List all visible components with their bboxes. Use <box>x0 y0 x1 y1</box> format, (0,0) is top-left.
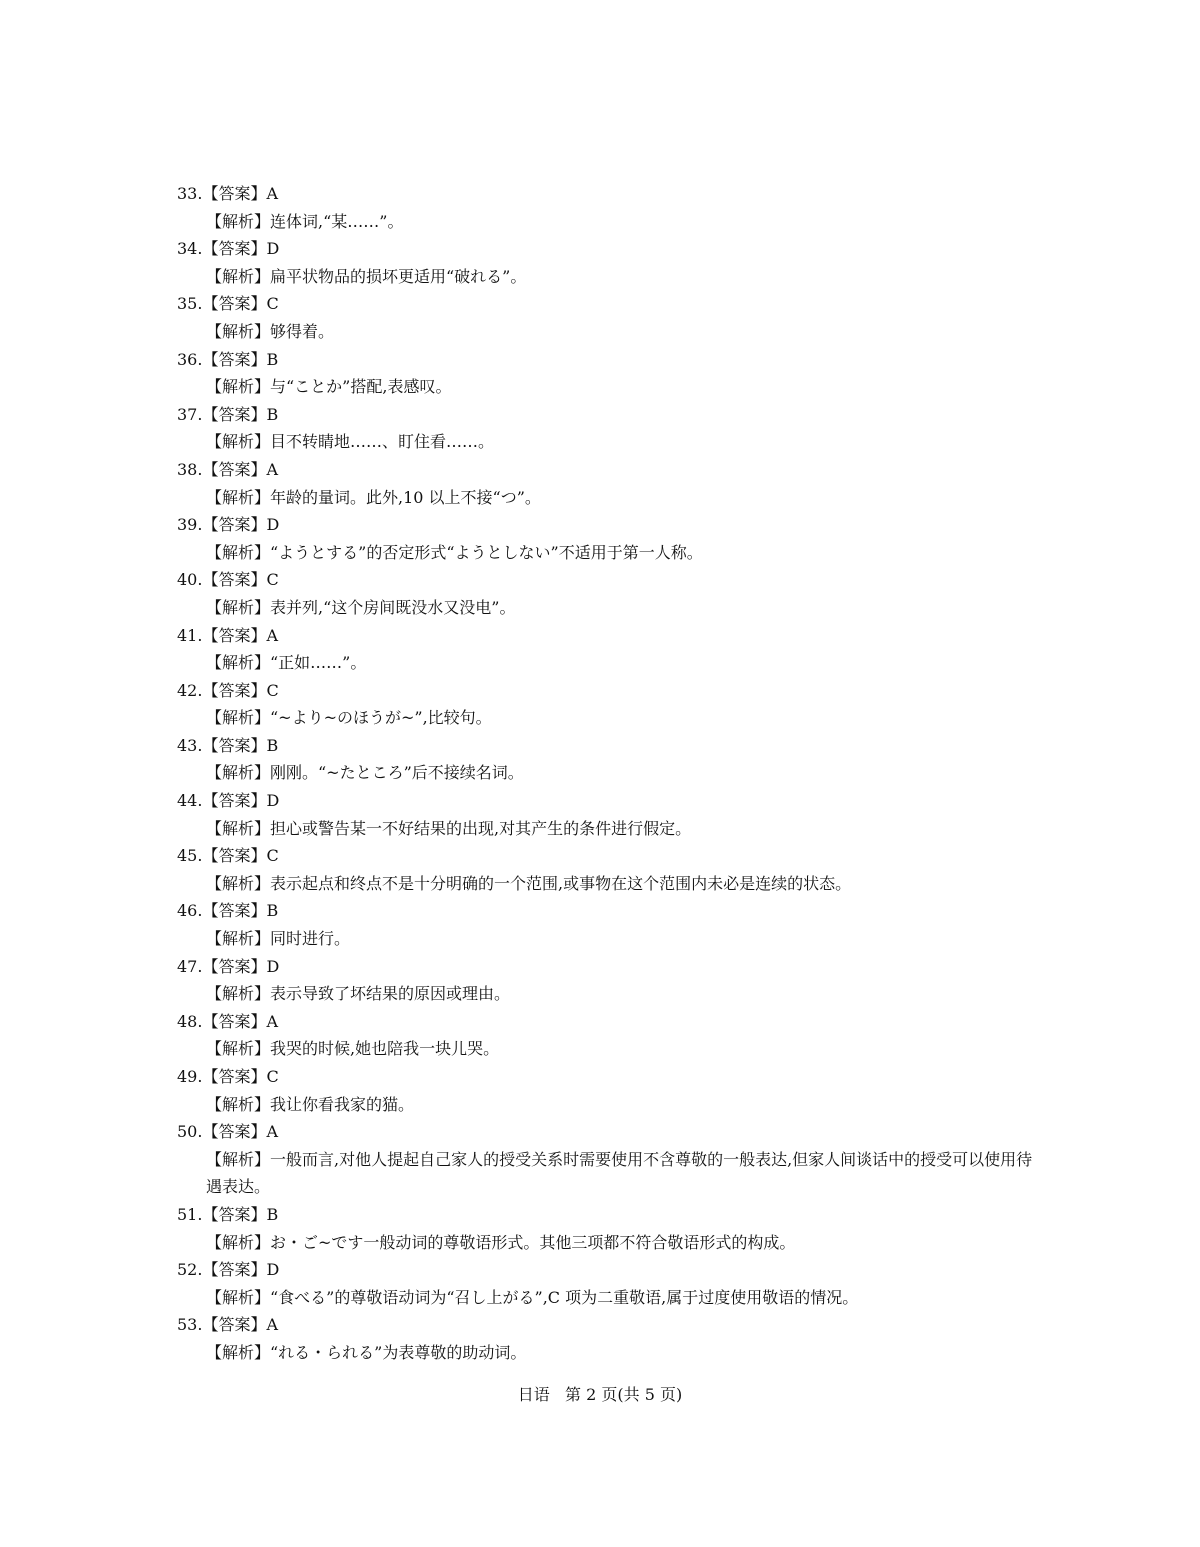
answer-item <box>0 842 1200 897</box>
answer-item <box>0 677 1200 732</box>
analysis-line: 【解析】年龄的量词。此外,10 以上不接“つ”。 <box>206 487 541 507</box>
answer-item <box>0 732 1200 787</box>
analysis-line: 【解析】我哭的时候,她也陪我一块儿哭。 <box>206 1039 500 1059</box>
answer-item <box>0 235 1200 290</box>
analysis-line: 【解析】表示导致了坏结果的原因或理由。 <box>206 984 511 1004</box>
answer-line: 45.【答案】C <box>177 846 279 866</box>
analysis-line: 【解析】与“ことか”搭配,表感叹。 <box>206 377 452 397</box>
answer-line: 43.【答案】B <box>177 735 279 755</box>
answer-item <box>0 953 1200 1008</box>
answer-line: 36.【答案】B <box>177 349 279 369</box>
answer-item <box>0 180 1200 235</box>
answer-item <box>0 787 1200 842</box>
answer-item <box>0 401 1200 456</box>
analysis-line: 【解析】“食べる”的尊敬语动词为“召し上がる”,C 项为二重敬语,属于过度使用敬语的情况。 <box>206 1287 859 1307</box>
analysis-line: 【解析】お・ご~です一般动词的尊敬语形式。其他三项都不符合敬语形式的构成。 <box>206 1232 796 1252</box>
analysis-line: 【解析】同时进行。 <box>206 929 351 949</box>
answer-item <box>0 566 1200 621</box>
analysis-line: 【解析】连体词,“某……”。 <box>206 211 404 231</box>
answer-line: 46.【答案】B <box>177 901 279 921</box>
answer-line: 33.【答案】A <box>177 184 279 203</box>
analysis-line: 【解析】扁平状物品的损坏更适用“破れる”。 <box>206 266 527 286</box>
answer-item <box>0 1201 1200 1256</box>
answer-line: 48.【答案】A <box>177 1011 279 1031</box>
answer-line: 34.【答案】D <box>177 239 280 259</box>
analysis-line: 【解析】“~より~のほうが~”,比较句。 <box>206 708 492 728</box>
analysis-line: 【解析】目不转睛地……、盯住看……。 <box>206 432 495 452</box>
answer-list <box>0 180 1200 1367</box>
answer-item <box>0 346 1200 401</box>
analysis-line: 【解析】“れる・られる”为表尊敬的助动词。 <box>206 1342 527 1362</box>
answer-line: 42.【答案】C <box>177 680 279 700</box>
answer-item <box>0 290 1200 345</box>
analysis-line: 【解析】表示起点和终点不是十分明确的一个范围,或事物在这个范围内未必是连续的状态。 <box>206 873 852 893</box>
answer-line: 47.【答案】D <box>177 956 280 976</box>
answer-item <box>0 1008 1200 1063</box>
answer-line: 38.【答案】A <box>177 459 279 479</box>
answer-line: 50.【答案】A <box>177 1122 279 1142</box>
answer-line: 49.【答案】C <box>177 1067 279 1086</box>
answer-item <box>0 897 1200 952</box>
analysis-line: 【解析】表并列,“这个房间既没水又没电”。 <box>206 597 516 617</box>
answer-line: 41.【答案】A <box>177 625 279 645</box>
answer-item <box>0 511 1200 566</box>
answer-item <box>0 1311 1200 1366</box>
answer-line: 40.【答案】C <box>177 570 279 590</box>
analysis-line: 【解析】“正如……”。 <box>206 653 367 673</box>
analysis-line: 【解析】够得着。 <box>206 321 335 341</box>
answer-line: 51.【答案】B <box>177 1204 279 1224</box>
analysis-line: 【解析】刚刚。“~たところ”后不接续名词。 <box>206 763 524 783</box>
answer-line: 39.【答案】D <box>177 515 280 535</box>
answer-line: 52.【答案】D <box>177 1260 280 1280</box>
analysis-line: 【解析】我让你看我家的猫。 <box>206 1094 415 1114</box>
page-footer: 日语 第 2 页(共 5 页) <box>517 1385 683 1404</box>
answer-line: 37.【答案】B <box>177 404 279 424</box>
answer-line: 53.【答案】A <box>177 1315 279 1335</box>
analysis-line: 【解析】一般而言,对他人提起自己家人的授受关系时需要使用不含尊敬的一般表达,但家人间谈话中的授受可以使用待遇表达。 <box>206 1149 1033 1197</box>
answer-line: 35.【答案】C <box>177 294 279 314</box>
analysis-line: 【解析】“ようとする”的否定形式“ようとしない”不适用于第一人称。 <box>206 542 703 562</box>
answer-item <box>0 1118 1200 1201</box>
answer-item <box>0 456 1200 511</box>
answer-item <box>0 1256 1200 1311</box>
analysis-line: 【解析】担心或警告某一不好结果的出现,对其产生的条件进行假定。 <box>206 818 692 838</box>
answer-item <box>0 622 1200 677</box>
answer-item <box>0 1063 1200 1118</box>
answer-line: 44.【答案】D <box>177 791 280 811</box>
